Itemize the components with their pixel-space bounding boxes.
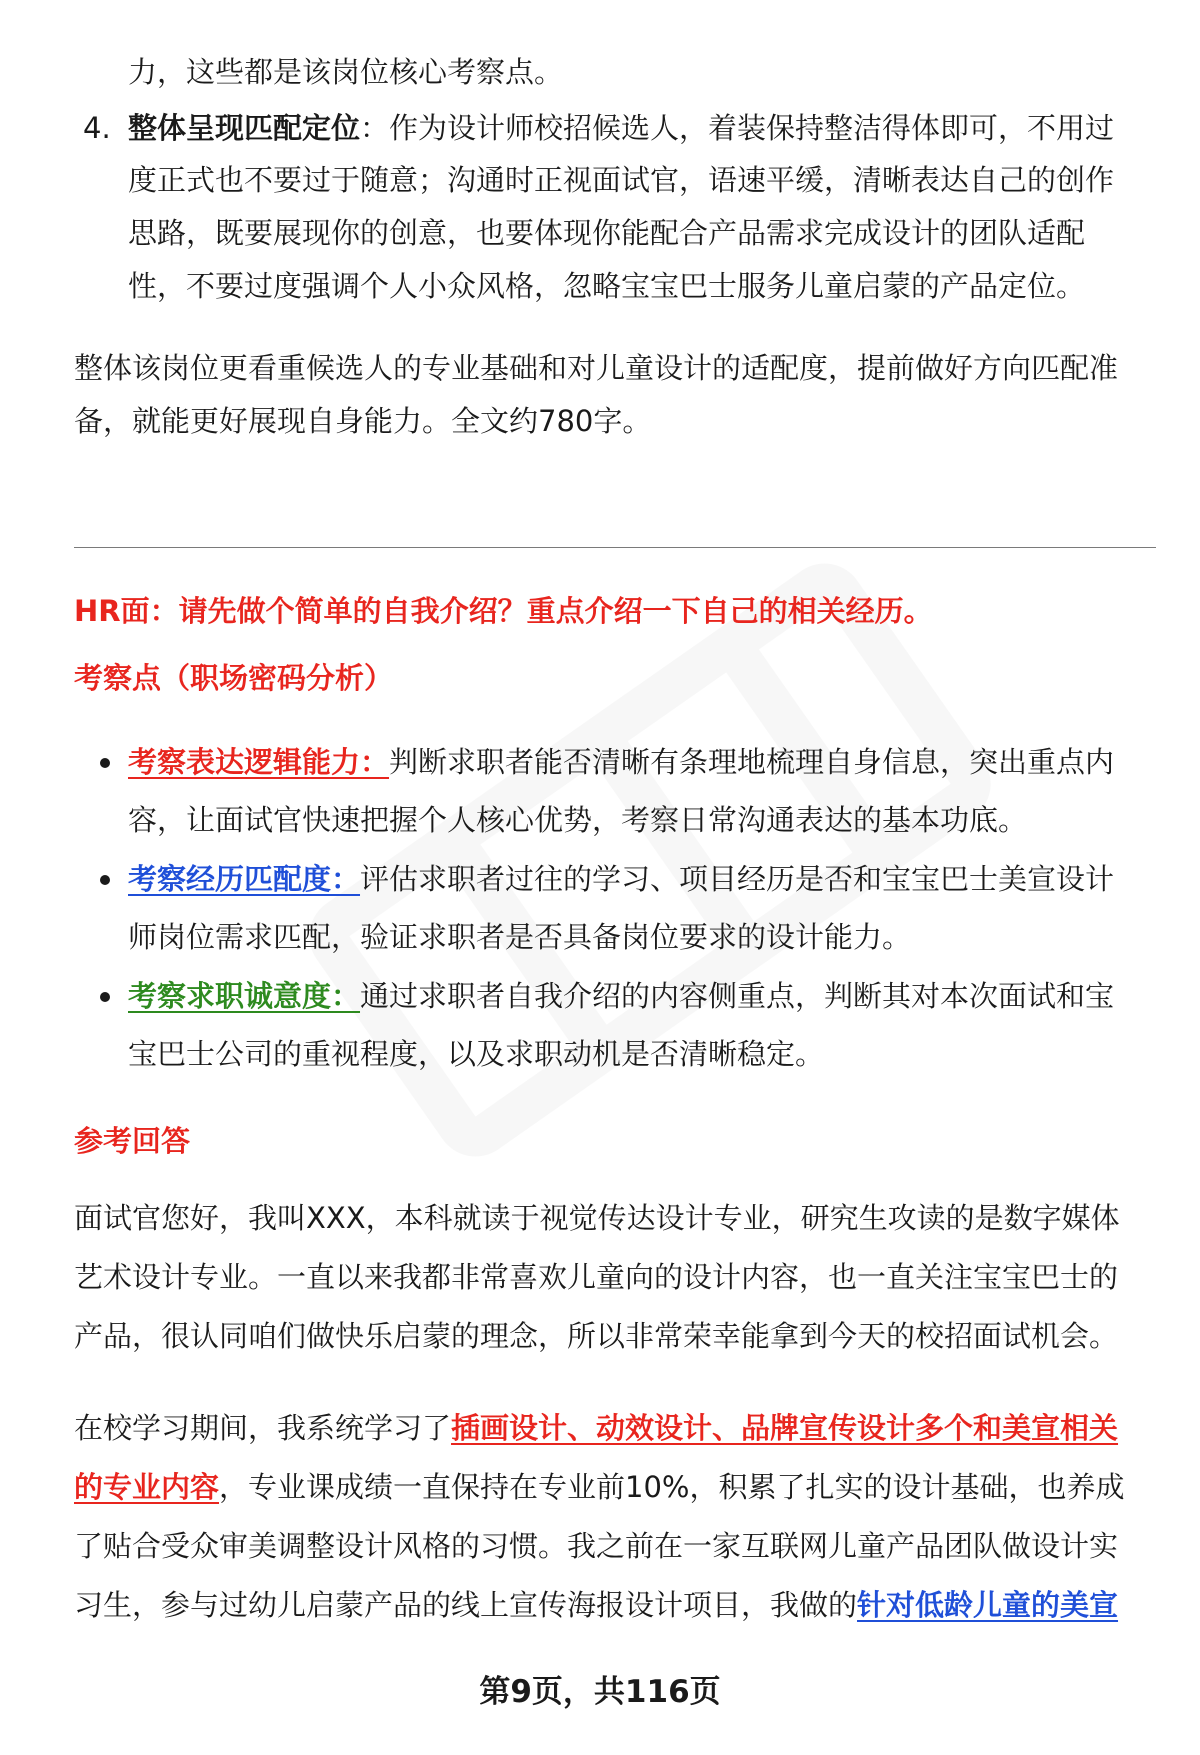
bullet-text: 判断求职者能否清晰有条理地梳理自身信息，突出重点内 [389,745,1115,779]
answer-text: ，专业课成绩一直保持在专业前10%，积累了扎实的设计基础，也养成 [219,1470,1125,1504]
bullet-dot [100,875,110,885]
answer-line [74,1585,1118,1625]
bullet-text: 评估求职者过往的学习、项目经历是否和宝宝巴士美宣设计 [360,862,1115,896]
bullet-dot [100,758,110,768]
summary-line: 备，就能更好展现自身能力。全文约780字。 [74,404,652,438]
text-line: 师岗位需求匹配，验证求职者是否具备岗位要求的设计能力。 [128,920,912,954]
text-line: 力，这些都是该岗位核心考察点。 [128,55,564,89]
bullet-item [128,859,1114,899]
list-item-4 [128,108,1114,148]
answer-line: 面试官您好，我叫XXX，本科就读于视觉传达设计专业，研究生攻读的是数字媒体 [74,1201,1120,1235]
bullet-text: 通过求职者自我介绍的内容侧重点，判断其对本次面试和宝 [360,979,1115,1013]
bullet-label: 考察经历匹配度： [128,862,361,896]
bullet-item [128,742,1114,782]
list-number: 4. [83,111,111,145]
answer-line: 艺术设计专业。一直以来我都非常喜欢儿童向的设计内容，也一直关注宝宝巴士的 [74,1260,1119,1294]
answer-line: 产品，很认同咱们做快乐启蒙的理念，所以非常荣幸能拿到今天的校招面试机会。 [74,1319,1119,1353]
analysis-heading: 考察点（职场密码分析） [74,661,394,695]
page-number: 第9页，共116页 [479,1674,721,1710]
answer-text: 习生，参与过幼儿启蒙产品的线上宣传海报设计项目，我做的 [74,1588,858,1622]
answer-line [74,1408,1118,1448]
bullet-label: 考察表达逻辑能力： [128,745,390,779]
divider [74,547,1156,548]
bullet-item [128,976,1114,1016]
bullet-label: 考察求职诚意度： [128,979,361,1013]
answer-line: 了贴合受众审美调整设计风格的习惯。我之前在一家互联网儿童产品团队做设计实 [74,1529,1119,1563]
text-line: 思路，既要展现你的创意，也要体现你能配合产品需求完成设计的团队适配 [128,216,1086,250]
text-line: 性，不要过度强调个人小众风格，忽略宝宝巴士服务儿童启蒙的产品定位。 [128,269,1086,303]
summary-line: 整体该岗位更看重候选人的专业基础和对儿童设计的适配度，提前做好方向匹配准 [74,351,1119,385]
answer-text: 在校学习期间，我系统学习了 [74,1411,452,1445]
bullet-dot [100,992,110,1002]
hr-question: HR面：请先做个简单的自我介绍？重点介绍一下自己的相关经历。 [74,594,933,628]
answer-highlight: 的专业内容 [74,1470,220,1504]
text-line: 度正式也不要过于随意；沟通时正视面试官，语速平缓，清晰表达自己的创作 [128,163,1115,197]
list-item-text: ：作为设计师校招候选人，着装保持整洁得体即可，不用过 [360,111,1115,145]
answer-line [74,1467,1124,1507]
answer-heading: 参考回答 [74,1124,191,1158]
answer-highlight: 针对低龄儿童的美宣 [857,1588,1119,1622]
text-line: 容，让面试官快速把握个人核心优势，考察日常沟通表达的基本功底。 [128,803,1028,837]
text-line: 宝巴士公司的重视程度，以及求职动机是否清晰稳定。 [128,1037,825,1071]
list-item-title: 整体呈现匹配定位 [128,111,361,145]
answer-highlight: 插画设计、动效设计、品牌宣传设计多个和美宣相关 [451,1411,1119,1445]
